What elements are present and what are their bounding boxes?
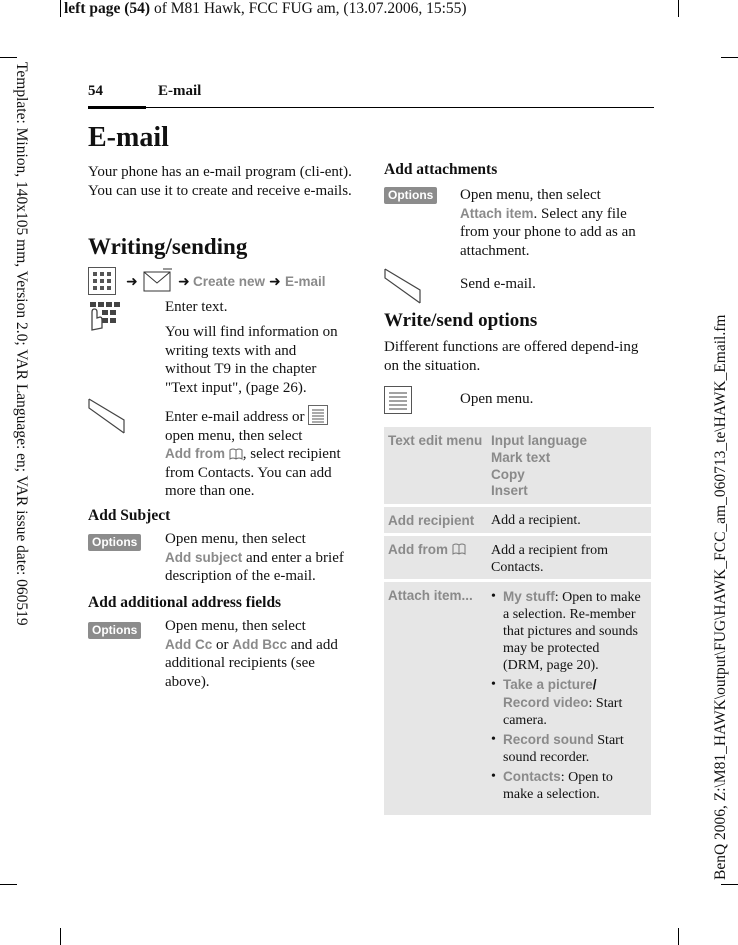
- attach-item-label: Attach item...: [388, 588, 473, 603]
- text-edit-item: Copy: [491, 466, 525, 482]
- text-edit-item: Input language: [491, 433, 587, 448]
- options-softkey: Options: [88, 622, 141, 639]
- additional-pre: Open menu, then select: [165, 618, 306, 634]
- send-text: Send e-mail.: [460, 276, 536, 292]
- table-row-add-recipient: [384, 507, 651, 536]
- add-subject-link: Add subject: [165, 549, 243, 565]
- create-new-link: Create new: [193, 274, 266, 289]
- list-item: [491, 676, 641, 729]
- options-softkey: Options: [384, 187, 437, 204]
- attach-pre: Open menu, then select: [460, 187, 601, 203]
- additional-fields-heading: Add additional address fields: [88, 594, 282, 611]
- table-row-attach-item: [384, 582, 651, 815]
- enter-text: Enter text.: [165, 299, 228, 315]
- add-subject-heading: Add Subject: [88, 507, 171, 524]
- text-edit-items: [491, 433, 587, 500]
- arrow-icon: ➜: [126, 275, 138, 290]
- add-recipient-value: Add a recipient.: [491, 513, 581, 528]
- address-post: , select recipient from Contacts. You can add more than one.: [165, 446, 341, 499]
- keypad-icon: [88, 300, 120, 332]
- text-edit-item: Insert: [491, 483, 528, 499]
- add-recipient-label: Add recipient: [388, 513, 475, 528]
- running-head-rule-thick: [88, 106, 146, 109]
- options-heading: Write/send options: [384, 310, 538, 331]
- menu-grid-icon: [88, 267, 116, 295]
- print-header-prefix: left page (54): [64, 0, 151, 17]
- my-stuff-text: : Open to make a selection. Re-member that pictures and sounds may be protected (DRM, page 20).: [503, 590, 641, 673]
- attach-text: [460, 186, 650, 260]
- separator: /: [592, 677, 597, 692]
- attach-item-bullets: [491, 588, 641, 803]
- template-info: Template: Minion, 140x105 mm, Version 2.0; VAR Language: en; VAR issue date: 060519: [13, 62, 30, 626]
- attach-post: . Select any file from your phone to add as an attachment.: [460, 205, 636, 259]
- options-desc: Different functions are offered depend-ing on the situation.: [384, 339, 639, 374]
- add-from-label-text: Add from: [388, 542, 448, 557]
- menu-list-icon: [308, 405, 328, 425]
- menu-list-icon: [384, 386, 412, 414]
- take-picture-link: Take a picture: [503, 677, 593, 692]
- add-from-label: [388, 542, 488, 557]
- contacts-link: Contacts: [503, 769, 561, 784]
- subject-post: and enter a brief description of the e-mail.: [165, 549, 344, 584]
- contacts-text: : Open to make a selection.: [503, 770, 613, 802]
- page-title: E-mail: [88, 122, 169, 153]
- book-icon: [452, 543, 466, 555]
- additional-text: [165, 617, 355, 691]
- address-mid: open menu, then select: [165, 427, 303, 444]
- options-softkey: Options: [88, 534, 141, 551]
- or-text: or: [216, 636, 229, 653]
- envelope-icon: [143, 268, 173, 294]
- add-cc-link: Add Cc: [165, 636, 213, 652]
- add-bcc-link: Add Bcc: [232, 636, 288, 652]
- writing-heading: Writing/sending: [88, 234, 248, 259]
- left-softkey-icon: [384, 268, 422, 304]
- intro-text: Your phone has an e-mail program (cli-ent). You can use it to create and receive e-mails.: [88, 164, 352, 199]
- t9-info: You will find information on writing texts with and without T9 in the chapter "Text input", (page 26).: [165, 324, 338, 396]
- attach-item-link: Attach item: [460, 205, 534, 221]
- attachments-heading: Add attachments: [384, 161, 498, 178]
- address-text: [165, 405, 355, 501]
- record-sound-text: Start sound recorder.: [503, 733, 624, 765]
- arrow-icon: ➜: [178, 275, 190, 290]
- add-from-link: Add from: [165, 446, 225, 461]
- subject-text: [165, 530, 355, 586]
- record-sound-link: Record sound: [503, 732, 594, 747]
- list-item: [491, 588, 641, 674]
- record-video-text: : Start camera.: [503, 696, 623, 728]
- left-softkey-icon: [88, 398, 126, 434]
- print-header: [64, 0, 467, 18]
- record-video-link: Record video: [503, 695, 589, 710]
- options-table: [384, 427, 651, 815]
- arrow-icon: ➜: [269, 275, 281, 290]
- menu-path: [88, 267, 378, 297]
- email-link: E-mail: [285, 274, 326, 289]
- text-edit-label: Text edit menu: [388, 433, 483, 448]
- my-stuff-link: My stuff: [503, 589, 555, 604]
- text-edit-item: Mark text: [491, 449, 551, 465]
- running-head-title: E-mail: [158, 83, 202, 99]
- list-item: [491, 731, 641, 766]
- running-head-rule: [88, 107, 654, 108]
- add-from-value: Add a recipient from Contacts.: [491, 543, 609, 575]
- print-header-rest: of M81 Hawk, FCC FUG am, (13.07.2006, 15:55): [150, 0, 467, 17]
- table-row-text-edit: [384, 427, 651, 507]
- table-row-add-from: [384, 536, 651, 582]
- book-icon: [229, 448, 243, 460]
- open-menu-text: Open menu.: [460, 391, 534, 407]
- additional-post: and add additional recipients (see above).: [165, 636, 338, 690]
- address-pre: Enter e-mail address or: [165, 409, 305, 425]
- subject-pre: Open menu, then select: [165, 531, 306, 547]
- file-path: BenQ 2006, Z:\M81_HAWK\output\FUG\HAWK_FCC_am_060713_te\HAWK_Email.fm: [712, 314, 729, 880]
- running-head-page: 54: [88, 83, 103, 99]
- list-item: [491, 768, 641, 803]
